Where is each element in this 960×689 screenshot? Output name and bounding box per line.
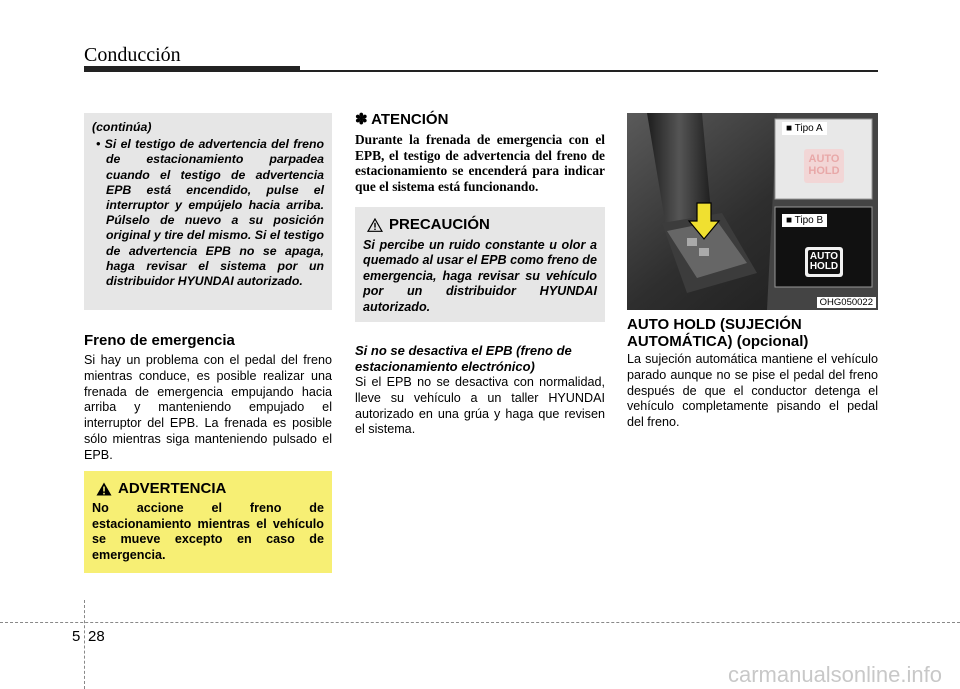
attention-text: Durante la frenada de emergencia con el EPB, el testigo de advertencia del freno de estacionamiento se encenderá para indicar que el sistema está funcionando. bbox=[355, 132, 605, 194]
warning-triangle-icon bbox=[96, 482, 112, 496]
epb-off-subheading: Si no se desactiva el EPB (freno de estacionamiento electrónico) bbox=[355, 343, 572, 374]
auto-hold-photo bbox=[627, 113, 878, 310]
emergency-brake-heading: Freno de emergencia bbox=[84, 332, 235, 349]
auto-hold-button-b: AUTO HOLD bbox=[809, 251, 839, 272]
page-number: 28 bbox=[88, 628, 105, 645]
type-b-label: ■ Tipo B bbox=[782, 214, 827, 227]
auto-hold-heading: AUTO HOLD (SUJECIÓN AUTOMÁTICA) (opcional) bbox=[627, 316, 809, 350]
auto-hold-body: La sujeción automática mantiene el vehículo parado aunque no se pise el pedal del freno después de que el conductor detenga el vehículo completamente pisando el pedal del freno. bbox=[627, 352, 878, 430]
console-illustration bbox=[627, 113, 878, 310]
continued-note-box bbox=[84, 113, 332, 310]
warning-title: ADVERTENCIA bbox=[118, 480, 227, 497]
caution-triangle-icon bbox=[367, 218, 383, 232]
page-header-title: Conducción bbox=[84, 44, 181, 66]
epb-warning-bullet: • Si el testigo de advertencia del freno de estacionamiento parpadea cuando el testigo de advertencia EPB está encendido, pulse el interruptor y empújelo hacia arriba. Púlselo de nuevo a su posición original y tire del mismo. Si el testigo de advertencia EPB no se apaga, haga revisar el sistema por un distribuidor HYUNDAI autorizado. bbox=[96, 137, 324, 289]
footer-rule bbox=[0, 622, 960, 623]
emergency-brake-body: Si hay un problema con el pedal del freno mientras conduce, es posible realizar una frenada de emergencia empujando hacia arriba y manteniendo empujado el interruptor del EPB. La frenada es posible sólo mientras siga manteniendo pulsado el EPB. bbox=[84, 353, 332, 462]
warning-text: No accione el freno de estacionamiento mientras el vehículo se mueve excepto en caso de emergencia. bbox=[92, 501, 324, 562]
warning-box bbox=[84, 471, 332, 573]
header-rule bbox=[300, 70, 878, 72]
attention-title: ✽ ATENCIÓN bbox=[355, 111, 449, 128]
section-number: 5 bbox=[72, 628, 81, 645]
epb-off-body: Si el EPB no se desactiva con normalidad, lleve su vehículo a un taller HYUNDAI autorizado en una grúa y haga que revisen el sistema. bbox=[355, 375, 605, 437]
watermark: carmanualsonline.info bbox=[727, 662, 942, 687]
figure-code: OHG050022 bbox=[817, 297, 876, 308]
caution-box bbox=[355, 207, 605, 322]
caution-title: PRECAUCIÓN bbox=[389, 216, 490, 233]
continued-label: (continúa) bbox=[92, 120, 152, 134]
footer-divider bbox=[84, 600, 85, 689]
auto-hold-button-a: AUTO HOLD bbox=[808, 153, 840, 177]
type-a-label: ■ Tipo A bbox=[782, 122, 827, 135]
header-bar bbox=[84, 66, 300, 72]
caution-text: Si percibe un ruido constante u olor a quemado al usar el EPB como freno de emergencia, haga revisar su vehículo por un distribuidor HYUNDAI autorizado. bbox=[363, 238, 597, 314]
